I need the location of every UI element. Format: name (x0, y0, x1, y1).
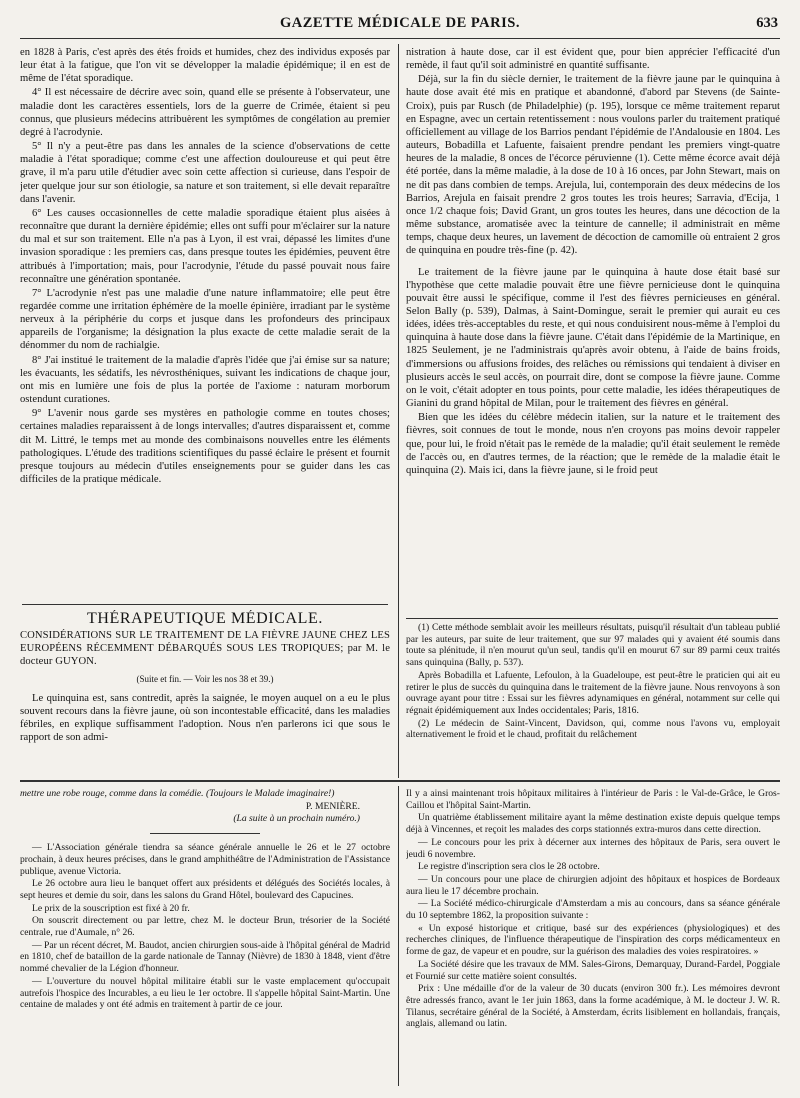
footnote: Après Bobadilla et Lafuente, Lefoulon, à la Guadeloupe, est peut-être le praticien qui ait eu retirer le plus de succès du quinquina dans le traitement de la fièvre jaune. Nous renvoyons à son ouvrage ayant pour titre : Essai sur les fièvres adynamiques en général, notamment sur celle qui régnait épidémiquement aux Indes occidentales; Paris, 1816. (406, 669, 780, 716)
article-title (20, 629, 390, 668)
news-item: Le 26 octobre aura lieu le banquet offert aux présidents et délégués des Sociétés locales, à sept heures et demie du soir, dans les salons du Grand Hôtel, boulevard des Capucines. (20, 878, 390, 901)
left-paragraph: 6° Les causes occasionnelles de cette maladie sporadique étaient plus aisées à reconnaître que durant la dernière épidémie; elles ont suffi pour m'éclairer sur la nature du mal et sur son traitement. Elle n'a pas à Lyon, il est vrai, dépassé les limites d'une invasion sporadique : les premiers cas, dans presque toutes les épidémies, peuvent être attribués à l'importation; mais, pour l'acrodynie, l'étude du passé pouvait nous faire reconnaître une génération spontanée. (20, 207, 390, 285)
news-item: On souscrit directement ou par lettre, chez M. le docteur Brun, trésorier de la Société centrale, rue d'Aumale, n° 26. (20, 915, 390, 939)
left-paragraph: 4° Il est nécessaire de décrire avec soin, quand elle se présente à l'observateur, une maladie dont les caractères essentiels, lors de la guerre de Crimée, étaient si peu connus, que plusieurs médecins attribuèrent les symptômes de congélation au premier degré à l'acrodynie. (20, 87, 390, 138)
feuilleton-divider (20, 780, 780, 782)
left-paragraph: 7° L'acrodynie n'est pas une maladie d'une nature inflammatoire; elle peut être regardée comme une irritation éphémère de la moelle épinière, irradiant par le système nerveux à la périphérie du corps et jusque dans les profondeurs des principaux appareils de l'organisme; la désignation la plus exacte de cette maladie serait de la dénommer du nom de rachialgie. (20, 287, 390, 352)
news-item: — La Société médico-chirurgicale d'Amsterdam a mis au concours, dans sa séance générale du 10 septembre 1862, la proposition suivante : (406, 898, 780, 922)
therapeutique-article (20, 610, 390, 774)
news-item: Le prix de la souscription est fixé à 20 fr. (32, 902, 190, 914)
left-paragraph: 8° J'ai institué le traitement de la maladie d'après l'idée que j'ai émise sur sa nature; les évacuants, les sédatifs, les névrosthéniques, suivant les indications de chaque jour, ont mis en lumière une fois de plus la portée de l'axiome : naturam morborum ostendunt curationes. (20, 354, 390, 406)
right-paragraph: nistration à haute dose, car il est évident que, pour bien apprécier l'efficacité d'un remède, il faut qu'il soit administré en quantité suffisante. (406, 47, 780, 72)
bottom-right-column (406, 788, 780, 1088)
page-header (20, 14, 780, 39)
signature: P. MENIÈRE. (305, 800, 360, 812)
right-paragraph: Déjà, sur la fin du siècle dernier, le traitement de la fièvre jaune par le quinquina à haute dose avait été mis en pratique et abandonné, d'abord par Stevens (de Sainte-Croix), puis par Rusch (de Philadelphie) (p. 195), lorsque ce même traitement reparut en Espagne, avec un certain retentissement : nous voulons parler du traitement pratiqué officiellement au village de los Barrios pendant l'épidémie de l'Andalousie en 1804. Les auteurs, Bobadilla et Lafuente, faisaient prendre pendant les premiers vingt-quatre heures de la maladie, 8 onces de l'écorce péruvienne (1). Cette même écorce avait déjà été portée, dans la même maladie, à la dose de 10 à 16 onces, par John Stewart, mais on ne dit pas dans combien de temps. Arejula, lui, contemporain des deux médecins de los Barrios, Arejula en faisait prendre 2 gros toutes les trois heures; Sarravia, d'Ecija, 1 once 1/2 chaque fois; David Grant, un gros toutes les heures, dans une décoction de la même substance, aromatisée avec la teinture de cannelle; il administrait en même temps, chaque deux heures, un lavement de décoction de camomille où entraient 2 gros de quinquina en poudre très-fine (p. 42). (406, 74, 780, 257)
news-item: Un quatrième établissement militaire ayant la même destination existe depuis quelque temps déjà à Vincennes, et reçoit les malades des corps stationnés extra-muros dans cette direction. (406, 812, 780, 836)
left-paragraph: 9° L'avenir nous garde ses mystères en pathologie comme en toutes choses; certaines maladies reparaissent à de longs intervalles; d'autres disparaissent et, comme dit M. Littré, le temps met au monde des combinaisons nouvelles entre les éléments pathologiques. L'étude des traditions scientifiques du passé éclaire le présent et fournit presque toujours au médecin d'utiles enseignements pour se guider dans les cas difficiles de la pratique médicale. (20, 408, 390, 485)
right-paragraph: Bien que les idées du célèbre médecin italien, sur la nature et le traitement des fièvres, soit connues de tout le monde, nous n'en croyons pas moins devoir rappeler que, pour lui, le froid n'était pas le remède de la maladie; qu'il était seulement le remède de l'accès ou, en d'autres termes, de la réaction; que le remède de la maladie était le quinquina (2). Mais ici, dans la fièvre jaune, si le froid peut (406, 412, 780, 476)
footnotes (406, 622, 780, 774)
page-number: 633 (756, 15, 778, 31)
article-heading: CONSIDÉRATIONS SUR LE TRAITEMENT DE LA FIÈVRE JAUNE CHEZ LES EUROPÉENS RÉCEMMENT DÉBARQUÉS SOUS LES TROPIQUES; (20, 630, 390, 655)
news-item: Il y a ainsi maintenant trois hôpitaux militaires à l'intérieur de Paris : le Val-de-Grâce, le Gros-Caillou et l'hôpital Saint-Martin. (406, 788, 780, 811)
footnote-divider (406, 618, 778, 619)
bottom-left-column (20, 788, 390, 1088)
separator (150, 833, 260, 834)
news-item: Prix : Une médaille d'or de la valeur de 30 ducats (environ 300 fr.). Les mémoires devront être adressés franco, avant le 1er juin 1863, dans la forme académique, à M. le docteur J. W. R. Tilanus, secrétaire général de la Société, à Amsterdam, écrits lisiblement en hollandais, français, anglais, allemand ou latin. (406, 983, 780, 1030)
footnote: (2) Le médecin de Saint-Vincent, Davidson, qui, comme nous l'avons vu, employait alternativement le froid et le chaud, profitait du relâchement (406, 717, 780, 741)
news-item: — Le concours pour les prix à décerner aux internes des hôpitaux de Paris, sera ouvert le jeudi 6 novembre. (406, 836, 780, 860)
to-be-continued: (La suite à un prochain numéro.) (233, 813, 360, 825)
news-item: Le registre d'inscription sera clos le 28 octobre. (418, 861, 600, 873)
left-paragraph: en 1828 à Paris, c'est après des étés froids et humides, chez des individus exposés par leur état à la fatigue, que l'on vit se développer la maladie épidémique; il en est de même de l'état sporadique. (20, 47, 390, 85)
continued-note: (Suite et fin. — Voir les nos 38 et 39.) (136, 673, 274, 684)
left-paragraph: 5° Il n'y a peut-être pas dans les annales de la science d'observations de cette maladie à l'état sporadique; comme c'est une affection douloureuse et qui peut être grave, il m'a paru utile d'étudier avec soin cette affection si curieuse, dans l'espoir de jeter quelque jour sur son étiologie, sa nature et son traitement, si elle devait reparaître dans l'avenir. (20, 141, 390, 205)
section-title: THÉRAPEUTIQUE MÉDICALE. (87, 610, 323, 627)
article-body: Le quinquina est, sans contredit, après la saignée, le moyen auquel on a eu le plus souvent recours dans la fièvre jaune, où son incontestable efficacité, dans les maladies fébriles, en explique suffisamment l'adoption. Nous n'en parlerons ici que sous le rapport de son admi- (20, 692, 390, 744)
column-rule (398, 44, 399, 778)
article-author: par M. le docteur GUYON. (20, 643, 390, 668)
column-rule (398, 786, 399, 1086)
right-paragraph: Le traitement de la fièvre jaune par le quinquina à haute dose était basé sur l'hypothèse que cette maladie pouvait être une fièvre pernicieuse dont le quinquina pouvait être aussi le spécifique, comme il l'est des fièvres pernicieuses en général. Selon Bally (p. 539), Dalmas, à Saint-Domingue, serait le premier qui aurait eu ces idées, idées très-acceptables du reste, et qui nous conduisirent nous-même à l'emploi du quinquina à haute dose dans la fièvre jaune. C'était dans l'épidémie de la Martinique, en 1825 Seulement, je ne l'administrais qu'après avoir obtenu, à l'aide de bains froids, d'immersions ou affusions froides, des relâches ou rémissions qui tendaient à diviser en plusieurs accès le seul accès, on pourrait dire, dont se compose la fièvre jaune. Comme on le voit, c'était adopter en tous points, pour cette maladie, les idées thérapeutiques de Gianini du grand hôpital de Milan, pour le traitement des fièvres en général. (406, 266, 780, 410)
news-item: La Société désire que les travaux de MM. Sales-Girons, Demarquay, Durand-Fardel, Poggiale et Fournié sur cette matière soient consultés. (406, 958, 780, 982)
news-item: — Par un récent décret, M. Baudot, ancien chirurgien sous-aide à l'hôpital général de Madrid en 1810, chef de bataillon de la garde nationale de Tannay (Nièvre) de 1830 à 1848, vient d'être nommé chevalier de la Légion d'honneur. (20, 939, 390, 975)
news-item: — Un concours pour une place de chirurgien adjoint des hôpitaux et hospices de Bordeaux aura lieu le 17 décembre prochain. (406, 873, 780, 897)
news-item: « Un exposé historique et critique, basé sur des expériences (physiologiques) et des recherches cliniques, de l'influence thérapeutique de l'inspiration des corps médicamenteux en forme de gaz, de vapeur et en poudre, sur la guérison des maladies des voies respiratoires. » (406, 922, 780, 958)
news-item: — L'Association générale tiendra sa séance générale annuelle le 26 et le 27 octobre prochain, à deux heures précises, dans le grand amphithéâtre de l'Administration de l'Assistance publique, avenue Victoria. (20, 842, 390, 877)
footnote: (1) Cette méthode semblait avoir les meilleurs résultats, puisqu'il résultait d'un tableau publié par les auteurs, par suite de leur traitement, que sur 97 malades qui y avaient été soumis dans toute sa plénitude, il n'en mourut qu'un seul, tandis qu'il en mourut 67 sur 89 parmi ceux traités sans quinquina (Bally, p. 537). (406, 622, 780, 669)
right-column (406, 46, 780, 614)
closing-line: mettre une robe rouge, comme dans la comédie. (Toujours le Malade imaginaire!) (20, 788, 335, 799)
section-divider (22, 604, 388, 605)
left-column (20, 46, 390, 602)
journal-title: GAZETTE MÉDICALE DE PARIS. (280, 15, 520, 31)
news-item: — L'ouverture du nouvel hôpital militaire établi sur le vaste emplacement qu'occupait autrefois l'hospice des Incurables, a eu lieu le 1er octobre. Il s'appelle hôpital Saint-Martin. Une centaine de malades y ont été admis en traitement à partir de ce jour. (20, 975, 390, 1011)
